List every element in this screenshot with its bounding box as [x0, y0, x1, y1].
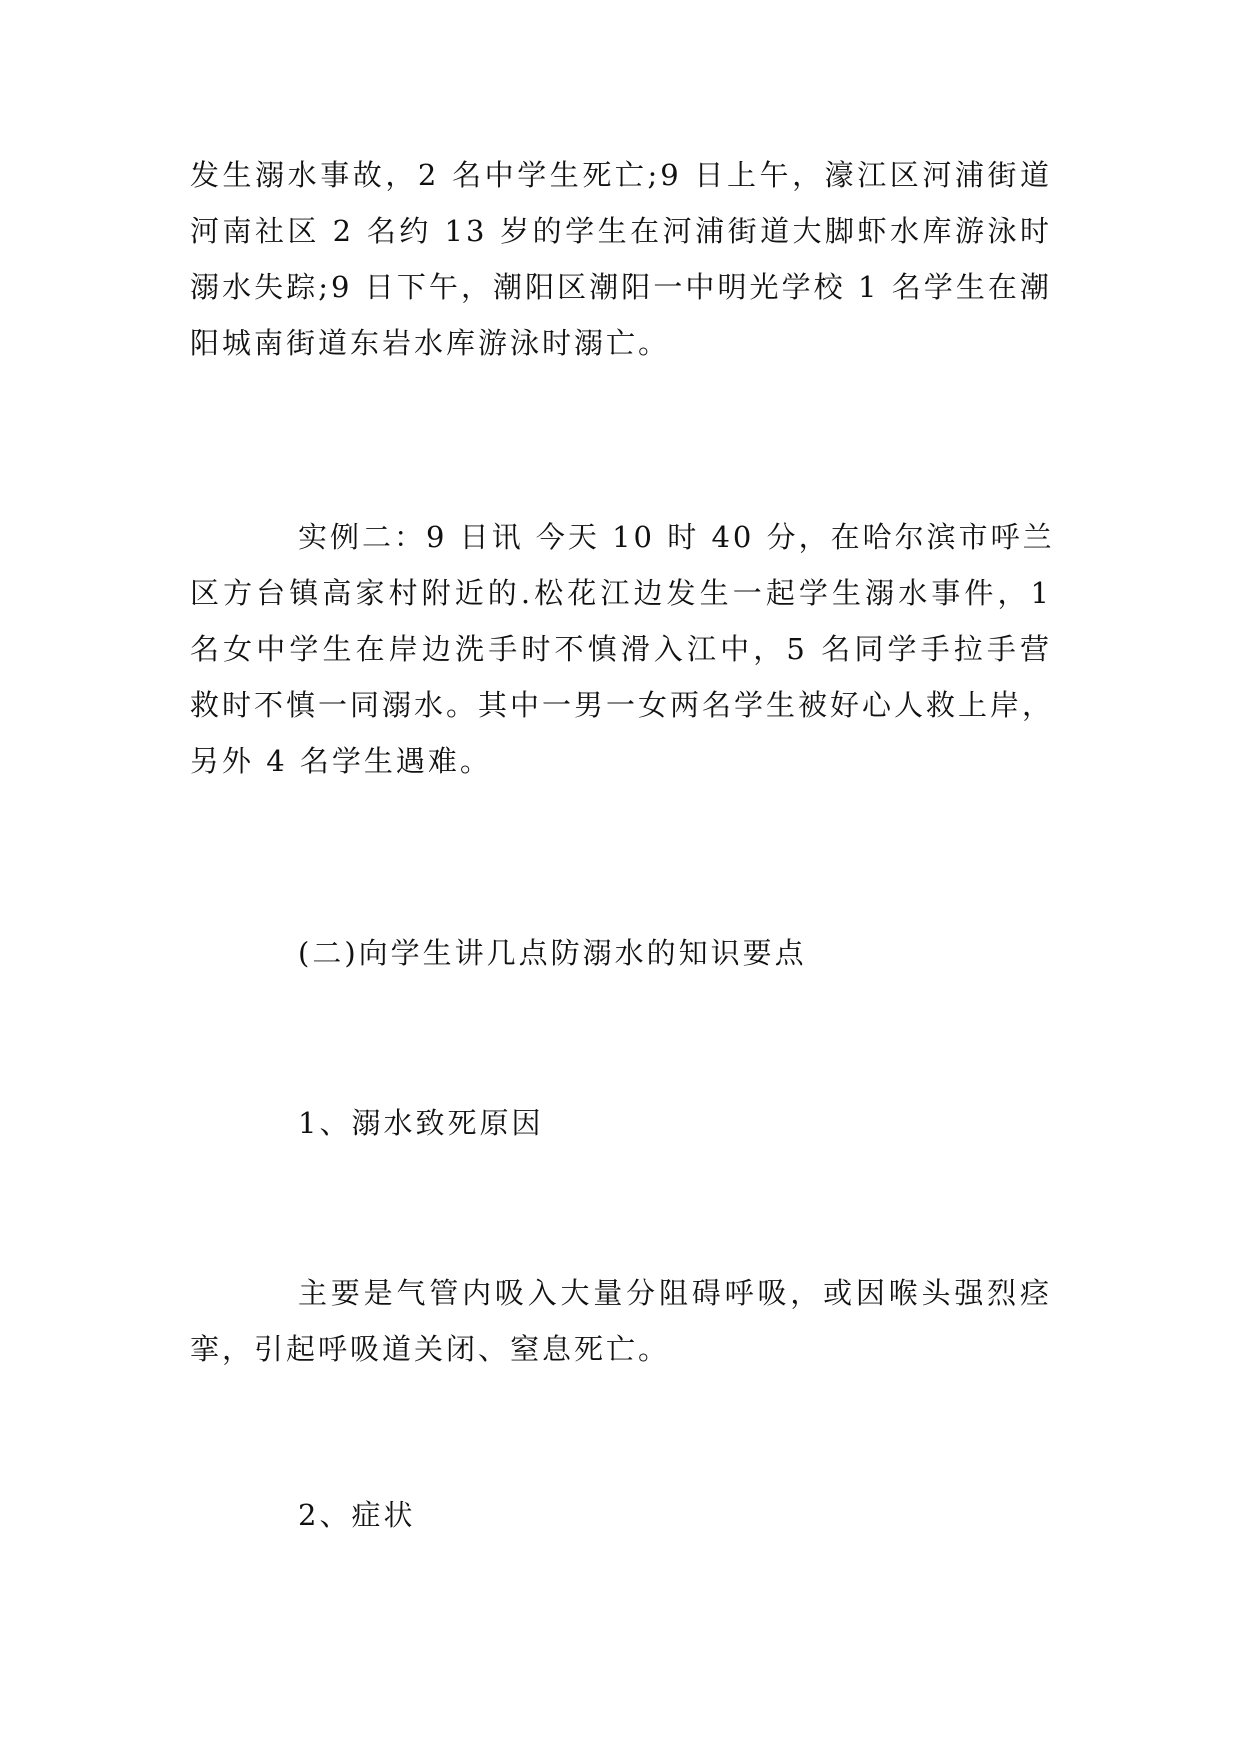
section-heading-symptoms: 2、症状 [298, 1498, 416, 1532]
paragraph-line: 主要是气管内吸入大量分阻碍呼吸，或因喉头强烈痉 [298, 1276, 1052, 1310]
paragraph-line: 另外 4 名学生遇难。 [190, 744, 492, 778]
paragraph-incident-1 [190, 147, 1052, 371]
paragraph-line: 发生溺水事故，2 名中学生死亡;9 日上午，濠江区河浦街道 [190, 158, 1052, 192]
paragraph-line: 阳城南街道东岩水库游泳时溺亡。 [190, 326, 671, 360]
section-heading-drowning-cause: 1、溺水致死原因 [298, 1106, 544, 1140]
paragraph-line: 溺水失踪;9 日下午，潮阳区潮阳一中明光学校 1 名学生在潮 [190, 270, 1052, 304]
paragraph-line: 挛，引起呼吸道关闭、窒息死亡。 [190, 1332, 671, 1366]
paragraph-line: 实例二：9 日讯 今天 10 时 40 分，在哈尔滨市呼兰 [298, 520, 1055, 554]
paragraph-cause-detail [190, 1265, 1052, 1377]
paragraph-line: 名女中学生在岸边洗手时不慎滑入江中，5 名同学手拉手营 [190, 632, 1052, 666]
paragraph-line: 区方台镇高家村附近的.松花江边发生一起学生溺水事件，1 [190, 576, 1052, 610]
paragraph-line: 河南社区 2 名约 13 岁的学生在河浦街道大脚虾水库游泳时 [190, 214, 1052, 248]
paragraph-line: 救时不慎一同溺水。其中一男一女两名学生被好心人救上岸， [190, 688, 1055, 722]
paragraph-example-2 [190, 509, 1055, 789]
section-heading-knowledge-points: (二)向学生讲几点防溺水的知识要点 [298, 936, 807, 970]
